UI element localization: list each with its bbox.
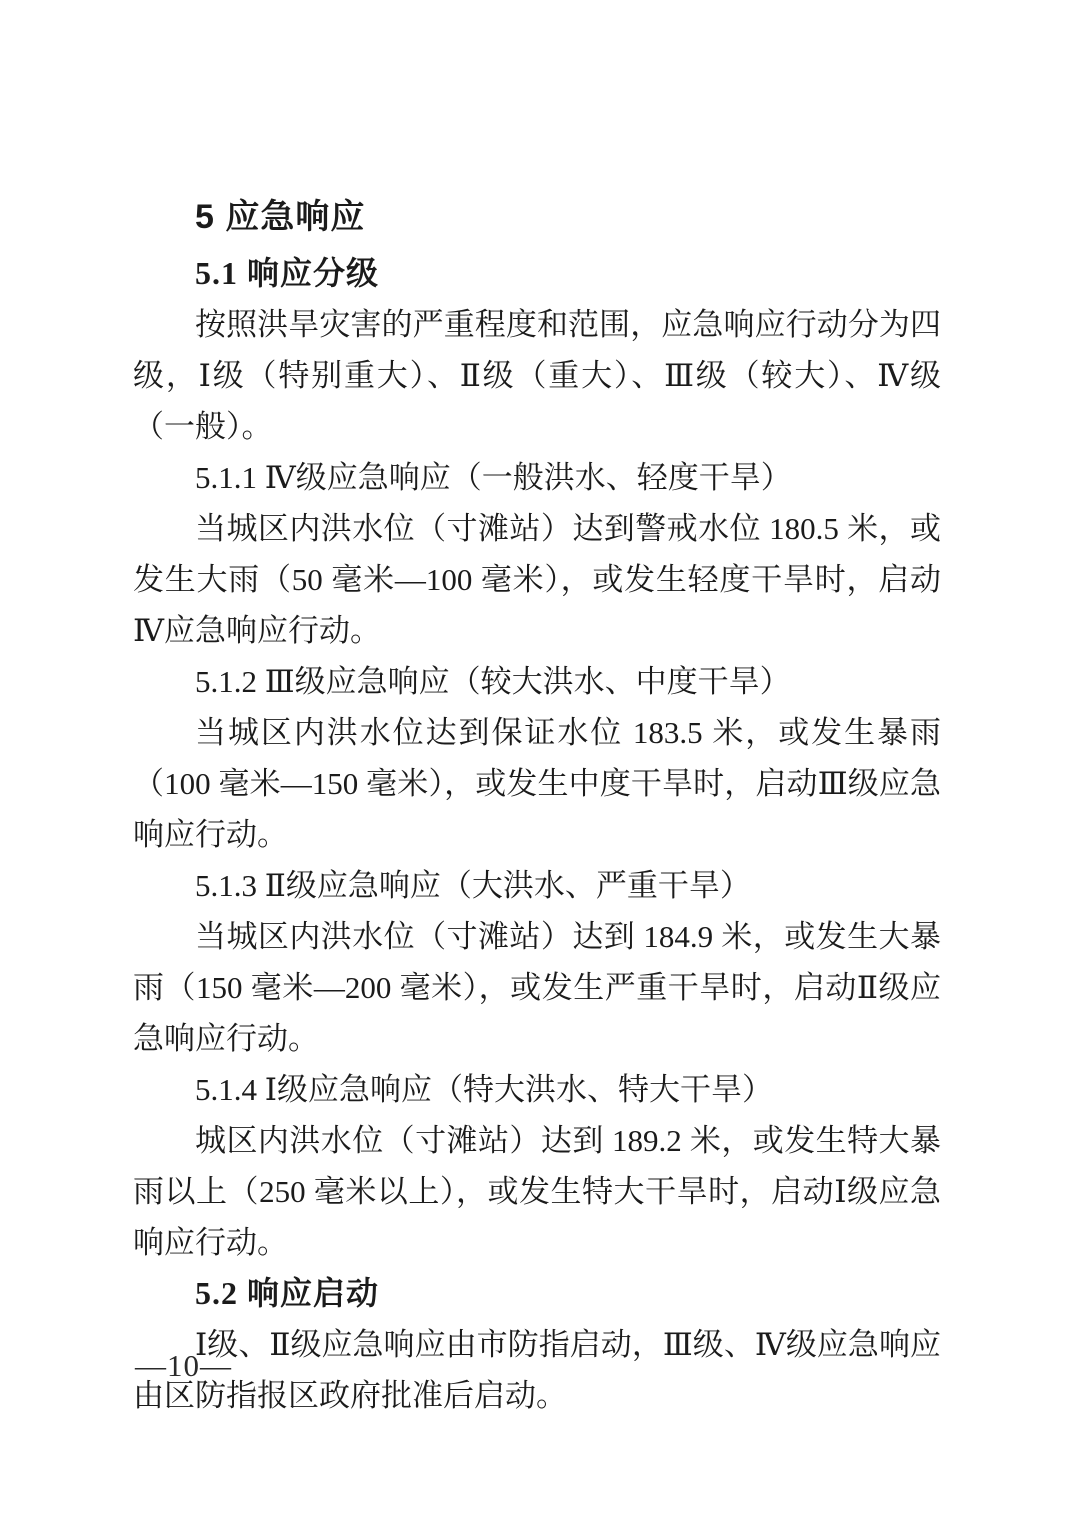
clause-heading-5-1-3: 5.1.3 Ⅱ级应急响应（大洪水、严重干旱） — [195, 868, 751, 903]
paragraph-level-4-response: 当城区内洪水位（寸滩站）达到警戒水位 180.5 米，或发生大雨（50 毫米—100 毫米），或发生轻度干旱时，启动Ⅳ应急响应行动。 — [133, 511, 941, 648]
subsection-heading-5-2: 5.2 响应启动 — [195, 1275, 380, 1311]
paragraph-response-activation: Ⅰ级、Ⅱ级应急响应由市防指启动，Ⅲ级、Ⅳ级应急响应由区防指报区政府批准后启动。 — [133, 1327, 941, 1413]
clause-heading-5-1-2: 5.1.2 Ⅲ级应急响应（较大洪水、中度干旱） — [195, 664, 791, 699]
subsection-heading-5-1: 5.1 响应分级 — [195, 255, 380, 291]
paragraph-level-1-response: 城区内洪水位（寸滩站）达到 189.2 米，或发生特大暴雨以上（250 毫米以上），或发生特大干旱时，启动Ⅰ级应急响应行动。 — [133, 1123, 941, 1260]
clause-heading-5-1-4: 5.1.4 Ⅰ级应急响应（特大洪水、特大干旱） — [195, 1072, 773, 1107]
document-content — [133, 190, 941, 1421]
page-number: —10— — [135, 1348, 232, 1383]
page-footer — [135, 1346, 232, 1386]
paragraph-level-2-response: 当城区内洪水位（寸滩站）达到 184.9 米，或发生大暴雨（150 毫米—200 毫米），或发生严重干旱时，启动Ⅱ级应急响应行动。 — [133, 919, 941, 1056]
paragraph-level-3-response: 当城区内洪水位达到保证水位 183.5 米，或发生暴雨（100 毫米—150 毫米），或发生中度干旱时，启动Ⅲ级应急响应行动。 — [133, 715, 941, 852]
section-heading: 5 应急响应 — [195, 198, 366, 236]
clause-heading-5-1-1: 5.1.1 Ⅳ级应急响应（一般洪水、轻度干旱） — [195, 460, 792, 495]
paragraph-response-levels: 按照洪旱灾害的严重程度和范围，应急响应行动分为四级，Ⅰ级（特别重大）、Ⅱ级（重大）、Ⅲ级（较大）、Ⅳ级（一般）。 — [133, 307, 941, 444]
